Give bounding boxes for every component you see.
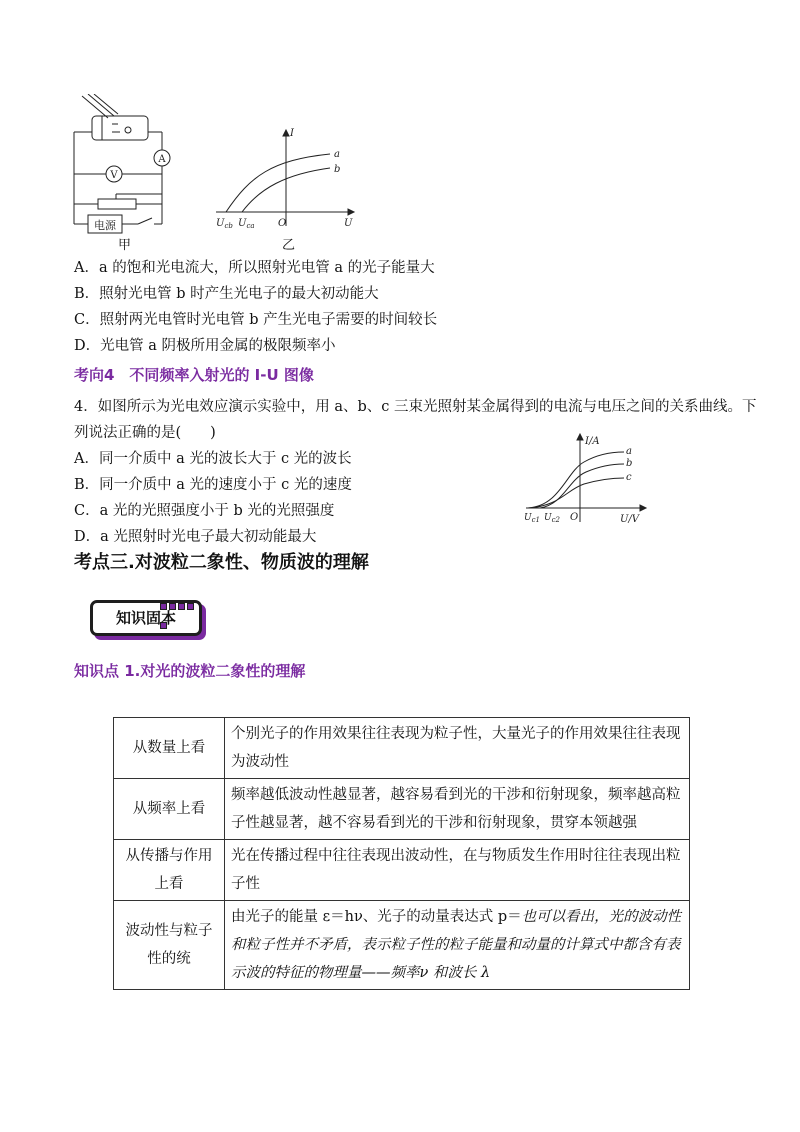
table-row-body: 频率越低波动性越显著，越容易看到光的干涉和衍射现象，频率越高粒子性越显著，越不容易看到光的干涉和衍射现象，贯穿本领越强: [225, 779, 690, 840]
q4-curve-b-label: b: [626, 458, 633, 469]
q4-uc2-label: $U_{c2}$: [544, 513, 560, 524]
table-row-body: [225, 901, 690, 990]
table-row: [114, 901, 690, 990]
power-label: 电源: [94, 219, 116, 232]
q3-option-a: A．a 的饱和光电流大，所以照射光电管 a 的光子能量大: [74, 260, 435, 276]
circuit-diagram: [68, 94, 188, 254]
wave-particle-table: [113, 717, 690, 990]
q4-axis-i-label: I/A: [585, 436, 600, 447]
italic-text: 也可以看出，光的波动性和粒子性并不矛盾，表示粒子性的粒子能量和动量的计算式中都含有表示波的特征的物理量——频率: [231, 909, 682, 981]
table-row-head: 从传播与作用上看: [114, 840, 225, 901]
table-row: [114, 718, 690, 779]
q4-option-c: C．a 光的光照强度小于 b 光的光照强度: [74, 503, 335, 519]
table-row-body: 个别光子的作用效果往往表现为粒子性，大量光子的作用效果往往表现为波动性: [225, 718, 690, 779]
ammeter-label: A: [158, 154, 166, 165]
table-row: [114, 840, 690, 901]
curve-b-label: b: [334, 164, 341, 175]
q4-curve-a: [528, 452, 624, 508]
q4-curve-a-label: a: [626, 446, 632, 457]
q3-option-c: C．照射两光电管时光电管 b 产生光电子需要的时间较长: [74, 312, 438, 328]
q4-iu-graph: [520, 430, 654, 526]
iu-graph-yi: [212, 126, 360, 230]
q4-uc1-label: $U_{c1}$: [524, 513, 540, 524]
knowledge-badge: [90, 600, 204, 636]
q3-option-b: B．照射光电管 b 时产生光电子的最大初动能大: [74, 286, 379, 302]
table-row-head: 波动性与粒子性的统: [114, 901, 225, 990]
voltmeter-label: V: [110, 170, 118, 181]
nu-lambda-text: ν 和波长 λ: [419, 965, 491, 981]
q4-axis-u-label: U/V: [620, 514, 640, 525]
q4-option-d: D．a 光照射时光电子最大初动能最大: [74, 529, 317, 545]
q4-stem-line1: 4．如图所示为光电效应演示实验中，用 a、b、c 三束光照射某金属得到的电流与电压之间的关系曲线。下: [74, 399, 757, 415]
axis-i-label: I: [290, 128, 294, 139]
section-title: 考点三.对波粒二象性、物质波的理解: [74, 552, 369, 573]
q3-option-d: D．光电管 a 阴极所用金属的极限频率小: [74, 338, 336, 354]
q4-option-b: B．同一介质中 a 光的速度小于 c 光的速度: [74, 477, 352, 493]
direction-4-heading: 考向4 不同频率入射光的 I-U 图像: [74, 366, 314, 384]
formula-text: 由光子的能量 ε＝hν、光子的动量表达式 p＝: [231, 909, 522, 925]
curve-a-label: a: [334, 149, 340, 160]
uca-label: $U_{ca}$: [238, 218, 255, 230]
ucb-label: $U_{cb}$: [216, 218, 233, 230]
q4-origin-label: O: [570, 512, 579, 523]
figure-caption-yi: 乙: [282, 238, 296, 253]
figure-caption-jia: 甲: [118, 238, 132, 253]
q4-curve-b: [540, 464, 624, 508]
axis-u-label: U: [344, 218, 353, 229]
table-row: [114, 779, 690, 840]
table-row-body: 光在传播过程中往往表现出波动性，在与物质发生作用时往往表现出粒子性: [225, 840, 690, 901]
q4-curve-c: [528, 478, 624, 508]
curve-a: [226, 154, 330, 212]
origin-label: O: [278, 218, 287, 229]
q4-option-a: A．同一介质中 a 光的波长大于 c 光的波长: [74, 451, 352, 467]
q4-curve-c-label: c: [626, 472, 632, 483]
badge-label: 知识固本: [115, 609, 176, 627]
table-row-head: 从数量上看: [114, 718, 225, 779]
table-row-head: 从频率上看: [114, 779, 225, 840]
knowledge-point-1: 知识点 1.对光的波粒二象性的理解: [74, 662, 306, 680]
q4-stem-line2: 列说法正确的是( ): [74, 425, 216, 441]
